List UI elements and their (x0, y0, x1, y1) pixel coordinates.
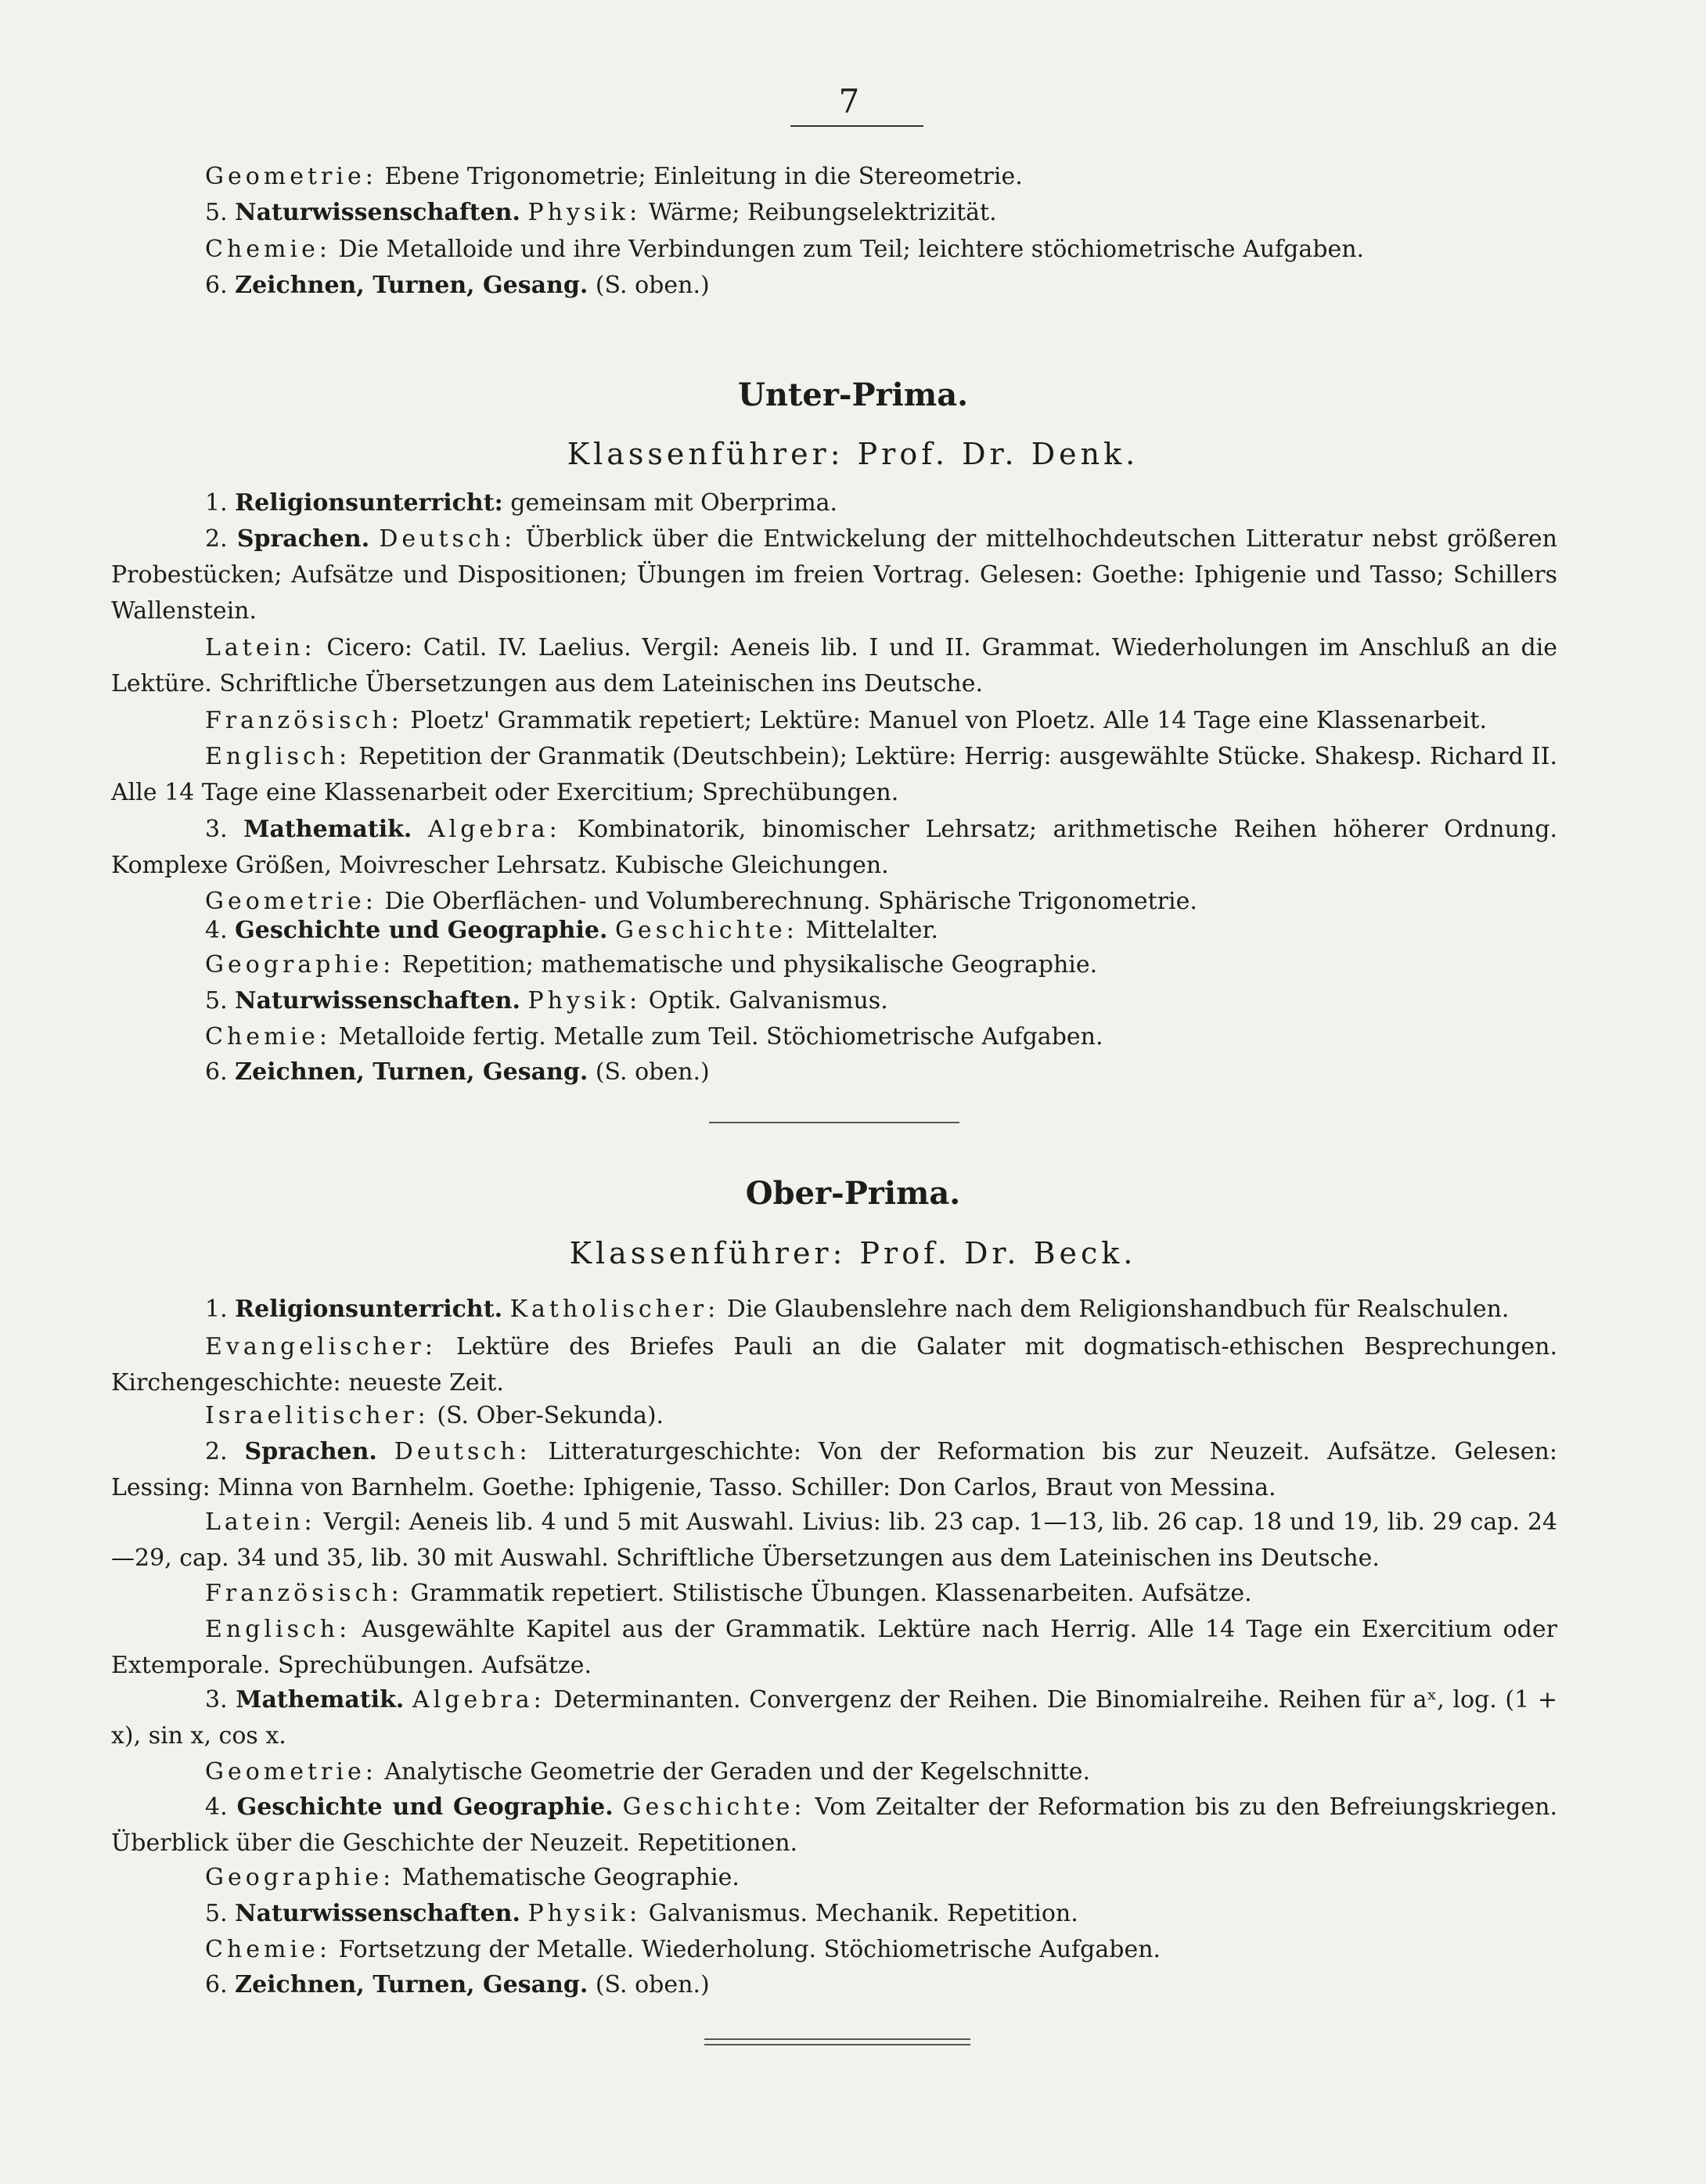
label: Physik: (527, 199, 642, 226)
unter-prima-klassenfuehrer: Klassenführer: Prof. Dr. Denk. (567, 437, 1139, 471)
num: 5. (205, 199, 228, 226)
unter-geographie (111, 947, 1557, 983)
unter-franzoesisch (111, 703, 1557, 739)
unter-prima-title: Unter-Prima. (737, 377, 969, 413)
unter-sprachen-deutsch (111, 521, 1557, 629)
heading: Naturwissenschaften. (235, 987, 520, 1015)
label: Geographie: (205, 951, 395, 978)
unter-mathematik (111, 812, 1557, 884)
text: Die Glaubenslehre nach dem Religionshandbuch für Realschulen. (726, 1296, 1510, 1323)
text: Determinanten. Convergenz der Reihen. Die Binomialreihe. Reihen für aˣ, log. (1 + x), sin x, cos x. (111, 1686, 1557, 1750)
text: Ausgewählte Kapitel aus der Grammatik. Lektüre nach Herrig. Alle 14 Tage ein Exercitium oder Extemporale. Sprechübungen. Aufsätze. (111, 1616, 1557, 1679)
top-geometrie-line (111, 159, 1557, 195)
label: Algebra: (428, 816, 561, 843)
unter-zeichnen (111, 1054, 1557, 1090)
heading: Zeichnen, Turnen, Gesang. (235, 272, 588, 299)
num: 4. (205, 917, 228, 944)
text: Grammatik repetiert. Stilistische Übungen. Klassenarbeiten. Aufsätze. (410, 1580, 1252, 1607)
label: Katholischer: (509, 1296, 720, 1323)
ober-religion-isr (111, 1398, 1557, 1434)
label: Englisch: (205, 743, 351, 770)
ober-religion-kath (111, 1292, 1557, 1328)
label: Geometrie: (205, 163, 377, 190)
label: Englisch: (205, 1616, 351, 1643)
label: Französisch: (205, 707, 403, 734)
ober-sprachen-deutsch (111, 1434, 1557, 1506)
ober-zeichnen (111, 1967, 1557, 2003)
text: Überblick über die Entwickelung der mittelhochdeutschen Litteratur nebst größeren Probestücken; Aufsätze und Dispositionen; Übungen im freien Vortrag. Gelesen: Goethe: Iphigenie und Tasso; Schillers Wallenstein. (111, 525, 1557, 625)
unter-naturwissenschaften (111, 983, 1557, 1019)
ober-latein (111, 1505, 1557, 1577)
ober-naturwissenschaften (111, 1896, 1557, 1932)
heading: Mathematik. (236, 1686, 405, 1714)
text: Metalloide fertig. Metalle zum Teil. Stöchiometrische Aufgaben. (338, 1023, 1103, 1051)
label: Französisch: (205, 1580, 403, 1607)
label: Evangelischer: (205, 1333, 437, 1360)
text: Fortsetzung der Metalle. Wiederholung. Stöchiometrische Aufgaben. (338, 1936, 1161, 1963)
text: Ploetz' Grammatik repetiert; Lektüre: Manuel von Ploetz. Alle 14 Tage eine Klassenarbeit. (410, 707, 1487, 734)
unter-latein (111, 630, 1557, 702)
text: Vom Zeitalter der Reformation bis zu den Befreiungskriegen. Überblick über die Geschichte der Neuzeit. Repetitionen. (111, 1793, 1557, 1857)
text: Kombinatorik, binomischer Lehrsatz; arithmetische Reihen höherer Ordnung. Komplexe Größen, Moivrescher Lehrsatz. Kubische Gleichungen. (111, 816, 1557, 879)
top-naturwissenschaften-line (111, 195, 1557, 231)
num: 5. (205, 987, 228, 1015)
num: 2. (205, 1438, 228, 1465)
text: (S. oben.) (595, 1058, 710, 1086)
label: Deutsch: (394, 1438, 531, 1465)
text: Mathematische Geographie. (401, 1864, 740, 1891)
text: Litteraturgeschichte: Von der Reformation bis zur Neuzeit. Aufsätze. Gelesen: Lessing: Minna von Barnhelm. Goethe: Iphigenie, Tasso. Schiller: Don Carlos, Braut von Messina. (111, 1438, 1557, 1501)
top-chemie-line (111, 232, 1557, 268)
heading: Zeichnen, Turnen, Gesang. (235, 1058, 588, 1086)
ober-franzoesisch (111, 1576, 1557, 1612)
ober-geschichte (111, 1789, 1557, 1861)
section-divider (709, 1122, 959, 1123)
heading: Naturwissenschaften. (235, 199, 520, 226)
top-zeichnen-line (111, 268, 1557, 304)
heading: Naturwissenschaften. (235, 1900, 520, 1927)
num: 6. (205, 272, 228, 299)
ober-geographie (111, 1860, 1557, 1896)
label: Physik: (527, 987, 642, 1015)
unter-religion (111, 485, 1557, 521)
num: 3. (205, 816, 228, 843)
label: Israelitischer: (205, 1402, 430, 1429)
heading: Zeichnen, Turnen, Gesang. (235, 1971, 588, 1998)
unter-geschichte (111, 913, 1557, 949)
text: Wärme; Reibungselektrizität. (648, 199, 997, 226)
text: (S. Ober-Sekunda). (437, 1402, 664, 1429)
text: Die Metalloide und ihre Verbindungen zum Teil; leichtere stöchiometrische Aufgaben. (338, 236, 1365, 263)
ober-religion-ev (111, 1329, 1557, 1401)
label: Geschichte: (614, 917, 798, 944)
text: Repetition der Granmatik (Deutschbein); Lektüre: Herrig: ausgewählte Stücke. Shakesp. Richard II. Alle 14 Tage eine Klassenarbeit oder Exercitium; Sprechübungen. (111, 743, 1557, 806)
end-double-rule (704, 2038, 970, 2045)
unter-chemie (111, 1019, 1557, 1055)
heading: Geschichte und Geographie. (236, 1793, 614, 1821)
label: Chemie: (205, 1936, 331, 1963)
num: 1. (205, 489, 228, 517)
heading: Mathematik. (243, 816, 412, 843)
ober-chemie (111, 1932, 1557, 1968)
text: Repetition; mathematische und physikalische Geographie. (401, 951, 1098, 978)
num: 6. (205, 1058, 228, 1086)
label: Geometrie: (205, 1758, 377, 1786)
text: Galvanismus. Mechanik. Repetition. (648, 1900, 1078, 1927)
num: 2. (205, 525, 228, 553)
heading: Religionsunterricht. (235, 1296, 503, 1323)
page-number-rule (790, 125, 923, 127)
num: 1. (205, 1296, 228, 1323)
label: Physik: (527, 1900, 642, 1927)
label: Deutsch: (379, 525, 516, 553)
text: Lektüre des Briefes Pauli an die Galater mit dogmatisch-ethischen Besprechungen. Kirchengeschichte: neueste Zeit. (111, 1333, 1557, 1397)
text: (S. oben.) (595, 1971, 710, 1998)
ober-mathematik (111, 1682, 1557, 1754)
text: Optik. Galvanismus. (648, 987, 888, 1015)
heading: Religionsunterricht: (235, 489, 503, 517)
heading: Geschichte und Geographie. (235, 917, 608, 944)
heading: Sprachen. (244, 1438, 377, 1465)
label: Chemie: (205, 236, 331, 263)
text: Mittelalter. (805, 917, 939, 944)
label: Geschichte: (622, 1793, 806, 1821)
text: Cicero: Catil. IV. Laelius. Vergil: Aeneis lib. I und II. Grammat. Wiederholungen im Anschluß an die Lektüre. Schriftliche Übersetzungen aus dem Lateinischen ins Deutsche. (111, 634, 1558, 697)
label: Latein: (205, 634, 316, 661)
text: gemeinsam mit Oberprima. (510, 489, 838, 517)
text: Vergil: Aeneis lib. 4 und 5 mit Auswahl. Livius: lib. 23 cap. 1—13, lib. 26 cap. 18 und 19, lib. 29 cap. 24—29, cap. 34 und 35, lib. 30 mit Auswahl. Schriftliche Übersetzungen aus dem Lateinischen ins Deutsche. (111, 1508, 1557, 1572)
label: Geometrie: (205, 888, 377, 915)
num: 6. (205, 1971, 228, 1998)
ober-englisch (111, 1612, 1557, 1684)
heading: Sprachen. (236, 525, 370, 553)
label: Chemie: (205, 1023, 331, 1051)
text: Analytische Geometrie der Geraden und der Kegelschnitte. (384, 1758, 1091, 1786)
ober-prima-title: Ober-Prima. (745, 1175, 961, 1212)
text: Die Oberflächen- und Volumberechnung. Sphärische Trigonometrie. (384, 888, 1197, 915)
text: (S. oben.) (595, 272, 710, 299)
num: 5. (205, 1900, 228, 1927)
ober-prima-klassenfuehrer: Klassenführer: Prof. Dr. Beck. (569, 1236, 1137, 1270)
ober-geometrie (111, 1754, 1557, 1790)
num: 4. (205, 1793, 228, 1821)
label: Geographie: (205, 1864, 395, 1891)
label: Latein: (205, 1508, 316, 1536)
unter-englisch (111, 739, 1557, 811)
text: Ebene Trigonometrie; Einleitung in die Stereometrie. (384, 163, 1023, 190)
num: 3. (205, 1686, 228, 1714)
label: Algebra: (412, 1686, 545, 1714)
page-number: 7 (838, 82, 860, 121)
